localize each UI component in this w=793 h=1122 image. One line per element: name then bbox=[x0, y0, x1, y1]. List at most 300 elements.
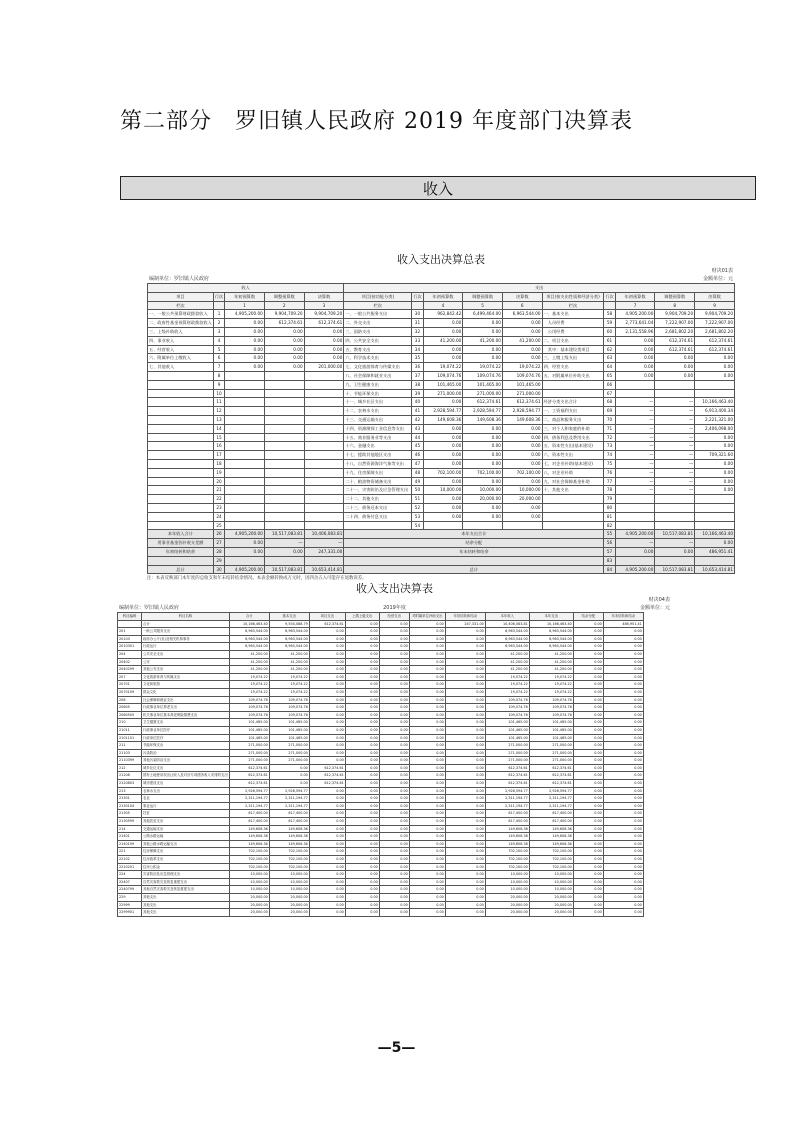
table-cell: 9,904,709.20 bbox=[304, 310, 344, 319]
table-cell: 42 bbox=[412, 415, 423, 424]
table-cell: 149,608.36 bbox=[485, 840, 529, 848]
table-cell: 207 bbox=[118, 673, 142, 681]
table-cell: 0.00 bbox=[309, 909, 345, 917]
table-cell bbox=[225, 371, 265, 380]
table-cell: 612,374.61 bbox=[529, 772, 573, 780]
table-cell: 41 bbox=[412, 407, 423, 416]
column-number: 栏次 bbox=[542, 301, 604, 310]
table-cell: 0.00 bbox=[423, 503, 463, 512]
table-cell: 0.00 bbox=[603, 704, 643, 712]
table-cell: 247,331.00 bbox=[445, 620, 485, 628]
table-cell: 10,517,083.81 bbox=[264, 565, 304, 574]
table-cell: 0.00 bbox=[603, 719, 643, 727]
table-cell: 21208 bbox=[118, 772, 142, 780]
table-cell: 10,000.00 bbox=[529, 886, 573, 894]
table-cell: 0.00 bbox=[345, 696, 379, 704]
table-cell: 271,000.00 bbox=[269, 742, 309, 750]
table-cell: 0.00 bbox=[603, 734, 643, 742]
table-cell: 0.00 bbox=[445, 666, 485, 674]
table-cell: 4,905,200.00 bbox=[615, 565, 655, 574]
table1-note: 注：本表反映部门本年度的总收支和年末结转结余情况。本表金额转换成万元时，因四舍五入可能存在尾数误差。 bbox=[147, 576, 367, 582]
table-cell: 0.00 bbox=[603, 780, 643, 788]
table-cell: 九、对社会保障基金补助 bbox=[542, 477, 604, 486]
table-cell: 2,928,594.77 bbox=[502, 407, 542, 416]
table-cell: 0.00 bbox=[423, 442, 463, 451]
table-cell bbox=[225, 451, 265, 460]
table-cell bbox=[264, 407, 304, 416]
table-cell: 36 bbox=[412, 363, 423, 372]
table-cell: 9 bbox=[213, 380, 224, 389]
table-cell: 0.00 bbox=[345, 833, 379, 841]
table-row bbox=[118, 871, 644, 879]
table-cell: 0.00 bbox=[345, 757, 379, 765]
table-cell: 75 bbox=[604, 459, 615, 468]
column-number: 9 bbox=[695, 301, 735, 310]
table-cell: 二十三、债务还本支出 bbox=[344, 503, 412, 512]
table-cell bbox=[304, 371, 344, 380]
table-cell: 19,074.22 bbox=[423, 363, 463, 372]
table-cell: 0.00 bbox=[409, 734, 445, 742]
table-cell: 38 bbox=[412, 380, 423, 389]
table-cell: 0.00 bbox=[345, 840, 379, 848]
table-cell: 22999 bbox=[118, 901, 142, 909]
table-cell: 6,963,544.00 bbox=[269, 628, 309, 636]
table-cell: 2,311,194.77 bbox=[529, 802, 573, 810]
table-cell: 0.00 bbox=[345, 909, 379, 917]
table-cell: 0.00 bbox=[345, 734, 379, 742]
income-expense-summary-table bbox=[147, 253, 735, 582]
table-cell bbox=[304, 521, 344, 530]
table-cell: 其他支出 bbox=[142, 909, 230, 917]
table-cell: 0.00 bbox=[502, 354, 542, 363]
table-cell: 0.00 bbox=[379, 643, 409, 651]
column-header: 基本支出 bbox=[269, 613, 309, 621]
table-cell: 0.00 bbox=[409, 650, 445, 658]
table-cell: 0.00 bbox=[379, 787, 409, 795]
column-header: 年初预算数 bbox=[423, 292, 463, 301]
table-cell bbox=[655, 512, 695, 521]
table-cell: 2,311,194.77 bbox=[269, 802, 309, 810]
table-row bbox=[118, 886, 644, 894]
table-cell: — bbox=[655, 451, 695, 460]
table-cell: 0.00 bbox=[463, 354, 503, 363]
table-cell: 0.00 bbox=[573, 833, 603, 841]
table-cell bbox=[148, 415, 214, 424]
table-cell: 0.00 bbox=[309, 628, 345, 636]
table-cell: 0.00 bbox=[345, 742, 379, 750]
table-cell: 0.00 bbox=[309, 757, 345, 765]
table-cell: 149,608.36 bbox=[529, 825, 573, 833]
table-cell: 0.00 bbox=[269, 772, 309, 780]
table-cell: 0.00 bbox=[309, 802, 345, 810]
table-cell: 6,963,544.00 bbox=[229, 628, 269, 636]
column-header: 调整预算数 bbox=[655, 292, 695, 301]
table-cell: 0.00 bbox=[445, 893, 485, 901]
table-cell: 26 bbox=[213, 530, 224, 539]
table-cell: 群众文化 bbox=[142, 688, 230, 696]
table-cell: 6,963,544.00 bbox=[485, 643, 529, 651]
table-cell bbox=[148, 398, 214, 407]
table-cell: 合计 bbox=[142, 620, 230, 628]
table-cell: 41,200.00 bbox=[529, 650, 573, 658]
table-cell: 0.00 bbox=[309, 726, 345, 734]
table-cell: 10,000.00 bbox=[485, 878, 529, 886]
table-cell: 10 bbox=[213, 389, 224, 398]
table-cell: 0.00 bbox=[345, 650, 379, 658]
table-cell: 612,374.61 bbox=[309, 764, 345, 772]
table-cell: 0.00 bbox=[445, 840, 485, 848]
table-cell: 612,374.61 bbox=[463, 398, 503, 407]
table-row bbox=[148, 424, 735, 433]
table-cell: 101,465.00 bbox=[269, 719, 309, 727]
table-cell: 41,200.00 bbox=[229, 666, 269, 674]
table-cell bbox=[264, 389, 304, 398]
table-cell: 41,200.00 bbox=[485, 650, 529, 658]
table-cell: 271,000.00 bbox=[502, 389, 542, 398]
table-cell: 40 bbox=[412, 398, 423, 407]
table-cell: 0.00 bbox=[304, 336, 344, 345]
table-cell: 702,100.00 bbox=[229, 848, 269, 856]
page-number: —5— bbox=[377, 1040, 416, 1056]
table-cell: 0.00 bbox=[573, 780, 603, 788]
table-cell bbox=[615, 380, 655, 389]
table-cell: 0.00 bbox=[309, 711, 345, 719]
table-cell: 2,311,194.77 bbox=[485, 795, 529, 803]
table-cell: 19,074.22 bbox=[229, 681, 269, 689]
table-row bbox=[118, 856, 644, 864]
table-cell: 0.00 bbox=[695, 468, 735, 477]
table-cell: 0.00 bbox=[445, 772, 485, 780]
group-header-expense: 支出 bbox=[344, 284, 735, 293]
table-cell: 101,465.00 bbox=[485, 726, 529, 734]
table-cell: 41,200.00 bbox=[269, 658, 309, 666]
table-cell: 0.00 bbox=[603, 863, 643, 871]
table-cell: 2,681,802.20 bbox=[695, 327, 735, 336]
table-cell: 66 bbox=[604, 380, 615, 389]
table-cell bbox=[264, 424, 304, 433]
table-cell: 617,400.00 bbox=[229, 818, 269, 826]
table-cell: 109,074.76 bbox=[229, 704, 269, 712]
table-cell: — bbox=[655, 539, 695, 548]
table-cell bbox=[264, 468, 304, 477]
table-cell bbox=[304, 477, 344, 486]
table-cell: 12 bbox=[213, 407, 224, 416]
table-cell: 0.00 bbox=[304, 345, 344, 354]
table-cell: 十三、交通运输支出 bbox=[344, 415, 412, 424]
table-cell bbox=[264, 503, 304, 512]
table-cell: 0.00 bbox=[573, 772, 603, 780]
table-cell: 10,000.00 bbox=[229, 871, 269, 879]
table-cell: 0.00 bbox=[379, 719, 409, 727]
table-row bbox=[118, 772, 644, 780]
table-cell: 0.00 bbox=[423, 433, 463, 442]
table-cell: 0.00 bbox=[603, 795, 643, 803]
table-cell: 二、政府性基金预算财政拨款收入 bbox=[148, 319, 214, 328]
table-row bbox=[118, 909, 644, 917]
table-cell: — bbox=[655, 398, 695, 407]
table-cell: 0.00 bbox=[345, 643, 379, 651]
table-cell: 十一、城乡社区支出 bbox=[344, 398, 412, 407]
table-cell: 2,928,594.77 bbox=[269, 787, 309, 795]
column-header: 结余分配 bbox=[573, 613, 603, 621]
table-cell: 101,465.00 bbox=[529, 719, 573, 727]
table-cell: 72 bbox=[604, 433, 615, 442]
table-cell: 2210201 bbox=[118, 863, 142, 871]
table-cell: 612,374.61 bbox=[529, 764, 573, 772]
table-cell bbox=[344, 521, 412, 530]
table-cell: 19,074.22 bbox=[485, 673, 529, 681]
table-cell: 0.00 bbox=[445, 635, 485, 643]
table-cell: 自然灾害救灾及恢复重建支出 bbox=[142, 878, 230, 886]
table-cell: 6,963,544.00 bbox=[269, 635, 309, 643]
table-cell: 0.00 bbox=[225, 363, 265, 372]
table-cell: 71 bbox=[604, 424, 615, 433]
table-cell: 2,311,194.77 bbox=[229, 795, 269, 803]
table-cell: 612,374.61 bbox=[502, 398, 542, 407]
table-cell: 0.00 bbox=[379, 871, 409, 879]
table-cell: 2,311,194.77 bbox=[485, 802, 529, 810]
table-cell bbox=[304, 433, 344, 442]
table-cell: 其他扶贫支出 bbox=[142, 818, 230, 826]
table-cell bbox=[225, 521, 265, 530]
column-header: 决算数 bbox=[304, 292, 344, 301]
table-cell: 0.00 bbox=[409, 878, 445, 886]
table-cell: 0.00 bbox=[423, 327, 463, 336]
column-header: 行次 bbox=[213, 292, 224, 301]
column-number: 3 bbox=[304, 301, 344, 310]
table-cell: 0.00 bbox=[345, 856, 379, 864]
table-cell: 2120803 bbox=[118, 780, 142, 788]
table-cell: 年初结转和结余 bbox=[148, 547, 214, 556]
table-row bbox=[118, 704, 644, 712]
table-cell: 201 bbox=[118, 628, 142, 636]
table-cell: 0.00 bbox=[445, 856, 485, 864]
table-cell: 962,842.42 bbox=[423, 310, 463, 319]
table-cell: 0.00 bbox=[573, 863, 603, 871]
table-cell: 0.00 bbox=[445, 878, 485, 886]
table-cell: 7 bbox=[213, 363, 224, 372]
table-cell: 702,100.00 bbox=[229, 856, 269, 864]
table-cell: 0.00 bbox=[445, 681, 485, 689]
table-cell: 0.00 bbox=[445, 719, 485, 727]
table-cell: 0.00 bbox=[463, 319, 503, 328]
table-cell: 486,951.41 bbox=[603, 620, 643, 628]
table-cell: 0.00 bbox=[309, 749, 345, 757]
table-cell: 702,100.00 bbox=[269, 863, 309, 871]
table-cell: 公路水路运输 bbox=[142, 833, 230, 841]
column-header: 年初预算数 bbox=[225, 292, 265, 301]
table-cell: — bbox=[615, 407, 655, 416]
table-cell: 149,608.36 bbox=[269, 825, 309, 833]
table-cell: 0.00 bbox=[309, 681, 345, 689]
table-cell: 行政事业单位医疗 bbox=[142, 726, 230, 734]
table-cell bbox=[655, 495, 695, 504]
table-cell bbox=[542, 380, 604, 389]
table-cell: 0.00 bbox=[463, 512, 503, 521]
table-cell: 农林水支出 bbox=[142, 787, 230, 795]
table-cell: 0.00 bbox=[264, 547, 304, 556]
table-cell: 61 bbox=[604, 336, 615, 345]
table-row bbox=[148, 398, 735, 407]
table-cell: 0.00 bbox=[309, 734, 345, 742]
table-cell: 五、资本性支出(基本建设) bbox=[542, 442, 604, 451]
table-cell: 20701 bbox=[118, 681, 142, 689]
table-cell: 612,374.61 bbox=[309, 620, 345, 628]
table2-title: 收入支出决算表 bbox=[356, 582, 433, 595]
table-cell: 0.00 bbox=[445, 901, 485, 909]
table-cell: 20103 bbox=[118, 635, 142, 643]
table-cell bbox=[304, 468, 344, 477]
table-cell bbox=[615, 503, 655, 512]
table-cell: 204 bbox=[118, 650, 142, 658]
table-cell bbox=[655, 521, 695, 530]
table-cell bbox=[118, 620, 142, 628]
column-number bbox=[213, 301, 224, 310]
table-cell: 271,000.00 bbox=[529, 749, 573, 757]
table-cell: 0.00 bbox=[445, 886, 485, 894]
column-header: 合计 bbox=[229, 613, 269, 621]
table-cell: 0.00 bbox=[379, 635, 409, 643]
table-cell: 2,928,594.77 bbox=[529, 787, 573, 795]
table-cell bbox=[695, 556, 735, 565]
table-cell: 0.00 bbox=[409, 764, 445, 772]
table-cell: 十八、自然资源海洋气象等支出 bbox=[344, 459, 412, 468]
table-cell bbox=[148, 459, 214, 468]
table-cell: 6,963,544.00 bbox=[529, 628, 573, 636]
table-cell: 109,074.76 bbox=[229, 696, 269, 704]
table-cell bbox=[148, 468, 214, 477]
table-row bbox=[118, 749, 644, 757]
table-cell: 三、国防支出 bbox=[344, 327, 412, 336]
table1-unit: 金额单位：元 bbox=[702, 276, 733, 282]
table-cell: 住房公积金 bbox=[142, 863, 230, 871]
table-cell bbox=[615, 495, 655, 504]
table-row bbox=[148, 380, 735, 389]
table-cell: — bbox=[655, 486, 695, 495]
table-row bbox=[118, 893, 644, 901]
table-cell: 0.00 bbox=[445, 749, 485, 757]
table-cell: 0.00 bbox=[309, 878, 345, 886]
table-cell bbox=[264, 415, 304, 424]
table-cell: 20,000.00 bbox=[269, 893, 309, 901]
table-cell: 43 bbox=[412, 424, 423, 433]
table-cell: 0.00 bbox=[603, 840, 643, 848]
table-cell: 五、教育支出 bbox=[344, 345, 412, 354]
table-cell bbox=[148, 407, 214, 416]
table-cell: 0.00 bbox=[445, 810, 485, 818]
table-cell: 0.00 bbox=[655, 363, 695, 372]
table-cell bbox=[225, 442, 265, 451]
table-cell: 0.00 bbox=[445, 688, 485, 696]
table-cell: 0.00 bbox=[409, 620, 445, 628]
table-cell: 0.00 bbox=[573, 726, 603, 734]
table-cell: 0.00 bbox=[409, 658, 445, 666]
table-cell: 51 bbox=[412, 495, 423, 504]
table-cell: 0.00 bbox=[573, 673, 603, 681]
table-cell: 22102 bbox=[118, 856, 142, 864]
column-number: 8 bbox=[655, 301, 695, 310]
table-cell: 50 bbox=[412, 486, 423, 495]
table-cell: 612,374.61 bbox=[485, 772, 529, 780]
table-cell: 617,400.00 bbox=[229, 810, 269, 818]
table-cell: 229 bbox=[118, 893, 142, 901]
table-cell: 4,905,200.00 bbox=[225, 565, 265, 574]
table-cell: 三、上级补助收入 bbox=[148, 327, 214, 336]
table-cell bbox=[304, 503, 344, 512]
column-number: 2 bbox=[264, 301, 304, 310]
table-cell: 0.00 bbox=[445, 795, 485, 803]
table-row bbox=[148, 503, 735, 512]
table-cell: 行政事业单位养老支出 bbox=[142, 704, 230, 712]
table-cell: 20,000.00 bbox=[269, 901, 309, 909]
table-cell: 0.00 bbox=[264, 336, 304, 345]
table-cell: 101,465.00 bbox=[229, 719, 269, 727]
table-cell bbox=[615, 521, 655, 530]
table-cell bbox=[542, 521, 604, 530]
table-cell: 0.00 bbox=[695, 477, 735, 486]
table-cell: 0.00 bbox=[573, 909, 603, 917]
table-cell: 21103 bbox=[118, 749, 142, 757]
table-cell: 0.00 bbox=[502, 442, 542, 451]
table-cell: 0.00 bbox=[603, 787, 643, 795]
table-cell: 0.00 bbox=[502, 512, 542, 521]
table-cell: 0.00 bbox=[379, 757, 409, 765]
table-cell: 10,653,414.81 bbox=[695, 565, 735, 574]
table-cell: 二十二、其他支出 bbox=[344, 495, 412, 504]
table1-title: 收入支出决算总表 bbox=[397, 253, 485, 266]
table-row bbox=[118, 810, 644, 818]
table-total-row bbox=[148, 547, 735, 556]
column-number: 7 bbox=[615, 301, 655, 310]
table-cell bbox=[264, 451, 304, 460]
table-cell: 二、商品和服务支出 bbox=[542, 415, 604, 424]
table-total-row bbox=[148, 539, 735, 548]
table-cell: 77 bbox=[604, 477, 615, 486]
table-cell: 10,000.00 bbox=[463, 486, 503, 495]
table-row bbox=[118, 848, 644, 856]
table-cell: 0.00 bbox=[379, 909, 409, 917]
table-cell: 2,311,194.77 bbox=[529, 795, 573, 803]
table-cell: 702,100.00 bbox=[529, 863, 573, 871]
table-cell: 0.00 bbox=[603, 901, 643, 909]
table-cell: 0.00 bbox=[379, 666, 409, 674]
table-cell: 271,000.00 bbox=[529, 757, 573, 765]
table-cell: 201,000.00 bbox=[304, 363, 344, 372]
table-cell: 0.00 bbox=[603, 764, 643, 772]
table-cell bbox=[148, 495, 214, 504]
table-cell: 十四、资源勘探工业信息等支出 bbox=[344, 424, 412, 433]
table-row bbox=[148, 468, 735, 477]
column-header: 项目支出 bbox=[309, 613, 345, 621]
table-cell: 6,913,400.34 bbox=[695, 407, 735, 416]
table-cell: 2130599 bbox=[118, 818, 142, 826]
table-row bbox=[118, 878, 644, 886]
table-cell: — bbox=[615, 415, 655, 424]
table-cell: 0.00 bbox=[445, 711, 485, 719]
table-cell: 29 bbox=[213, 556, 224, 565]
table-cell: 0.00 bbox=[309, 871, 345, 879]
table-cell bbox=[304, 442, 344, 451]
table-cell: — bbox=[655, 433, 695, 442]
table-row bbox=[118, 901, 644, 909]
table-cell: 34 bbox=[412, 345, 423, 354]
table-cell: 0.00 bbox=[409, 704, 445, 712]
table-row bbox=[148, 336, 735, 345]
table-cell: 七、其他收入 bbox=[148, 363, 214, 372]
table-cell: 0.00 bbox=[345, 901, 379, 909]
table-cell: 0.00 bbox=[379, 673, 409, 681]
table-row bbox=[118, 696, 644, 704]
